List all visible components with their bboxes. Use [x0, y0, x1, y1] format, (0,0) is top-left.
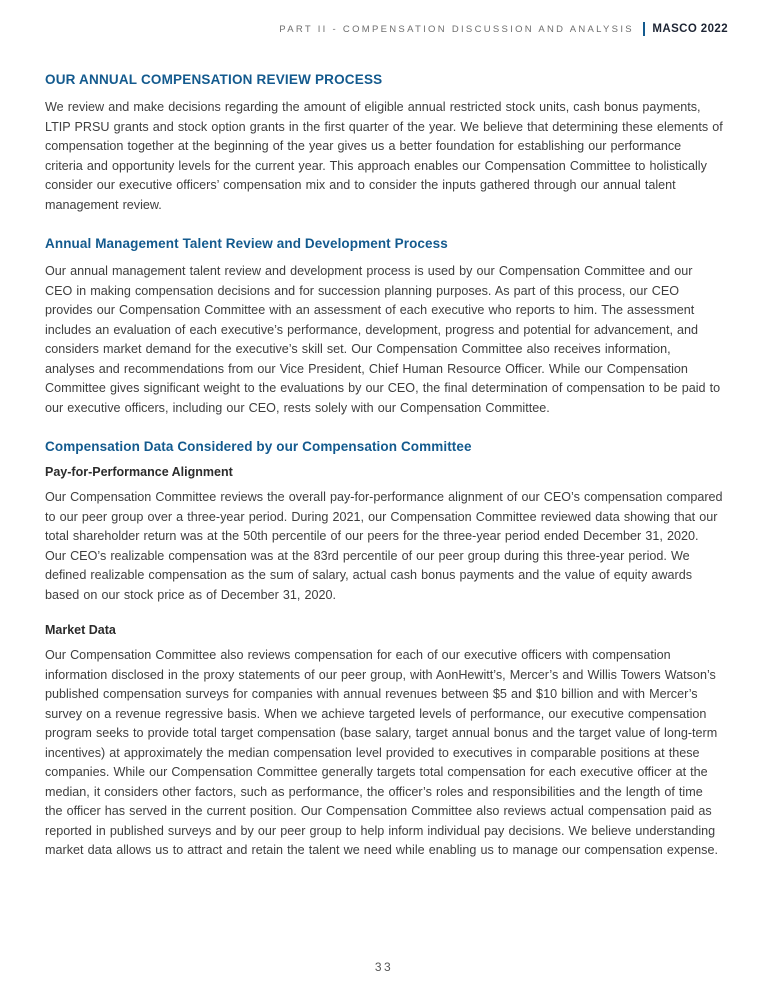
paragraph: Our Compensation Committee reviews the overall pay-for-performance alignment of our CEO’s compensation compared to our peer group over a three-year period. During 2021, our Compensation Committee reviewed data showing that our total shareholder return was at the 50th percentile of our peers for the three-year period ended December 31, 2020. Our CEO’s realizable compensation was at the 83rd percentile of our peer group during this three-year period. We defined realizable compensation as the sum of salary, actual cash bonus payments and the value of equity awards based on our stock price as of December 31, 2020.: [45, 490, 723, 602]
header-breadcrumb: PART II - COMPENSATION DISCUSSION AND ANALYSIS: [279, 23, 634, 35]
paragraph: We review and make decisions regarding the amount of eligible annual restricted stock units, cash bonus payments, LTIP PRSU grants and stock option grants in the first quarter of the year. We believe that determining these elements of compensation together at the beginning of the year gives us a better foundation for establishing our performance criteria and opportunity levels for the current year. This approach enables our Compensation Committee to holistically consider our executive officers’ compensation mix and to consider the inputs gathered through our annual talent management review.: [45, 100, 723, 212]
section-compensation-data: [45, 439, 723, 861]
section-annual-compensation-review: [45, 72, 723, 215]
paragraph: Our Compensation Committee also reviews compensation for each of our executive officers with compensation information disclosed in the proxy statements of our peer group, with AonHewitt’s, Mercer’s and Willis Towers Watson’s published compensation surveys for companies with annual revenues between $5 and $10 billion and with Mercer’s survey on a revenue regressive basis. When we achieve targeted levels of performance, our executive compensation program seeks to provide total target compensation (base salary, target annual bonus and the target value of long-term incentives) at approximately the median compensation level provided to executives in comparable positions at these companies. While our Compensation Committee generally targets total compensation for each executive officer at the median, it considers other factors, such as performance, the officer’s roles and responsibilities and the length of time the officer has served in the current position. Our Compensation Committee also reviews actual compensation paid as reported in published surveys and by our peer group to help inform individual pay decisions. We believe understanding market data allows us to attract and retain the talent we need while enabling us to manage our compensation expense.: [45, 648, 718, 857]
page-number: 33: [374, 960, 394, 974]
header-divider: [643, 22, 646, 36]
section-heading-talent-review: Annual Management Talent Review and Development Process: [45, 236, 448, 251]
subheading-pay-for-performance: Pay-for-Performance Alignment: [45, 465, 233, 479]
paragraph: Our annual management talent review and development process is used by our Compensation Committee and our CEO in making compensation decisions and for succession planning purposes. As part of this process, our CEO provides our Compensation Committee with an assessment of each executive who reports to him. The assessment includes an evaluation of each executive’s performance, development, progress and potential for advancement, and considers market demand for the executive’s skill set. Our Compensation Committee also receives information, analyses and recommendations from our Vice President, Chief Human Resource Officer. While our Compensation Committee gives significant weight to the evaluations by our CEO, the final determination of compensation to be paid to our executive officers, including our CEO, rests solely with our Compensation Committee.: [45, 264, 721, 415]
section-heading-compensation-data: Compensation Data Considered by our Compensation Committee: [45, 439, 472, 454]
page-content: [45, 72, 723, 879]
brand-year-label: MASCO 2022: [652, 23, 728, 35]
section-heading-annual-compensation-review: OUR ANNUAL COMPENSATION REVIEW PROCESS: [45, 72, 383, 87]
subheading-market-data: Market Data: [45, 623, 116, 637]
page-header: [279, 22, 728, 36]
section-talent-review: [45, 236, 723, 418]
